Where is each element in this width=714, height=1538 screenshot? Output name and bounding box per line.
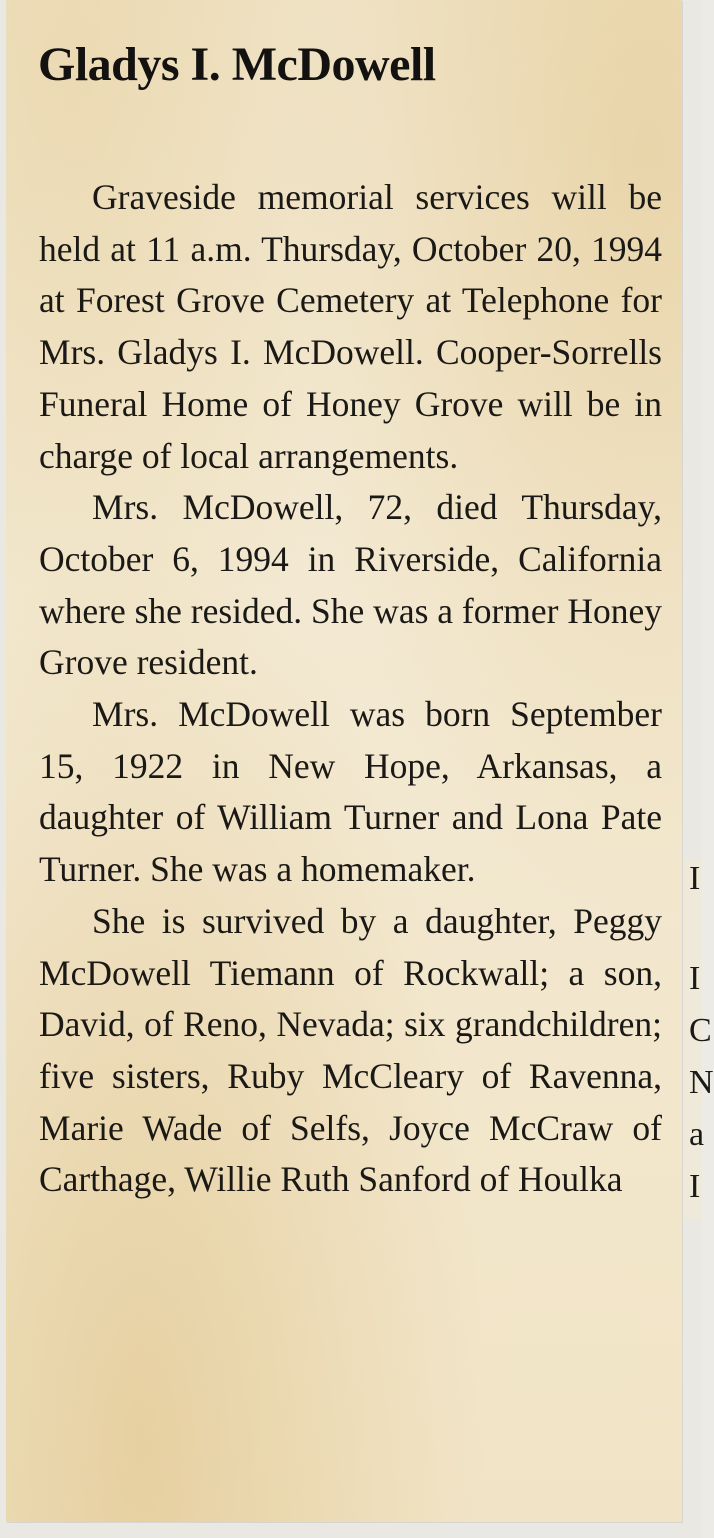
newspaper-clipping (6, 0, 682, 1522)
adjacent-column-letter: I (689, 860, 701, 897)
obituary-paragraph-survivors: She is survived by a daughter, Peggy McDowell Tiemann of Rockwall; a son, David, of Reno, Nevada; six grandchildren; five sisters, Ruby McCleary of Ravenna, Marie Wade of Selfs, Joyce McCraw of Carthage, Willie Ruth Sanford of Houlka (39, 900, 662, 1200)
adjacent-column-letter: I (689, 1168, 701, 1205)
adjacent-column-fragment (683, 860, 714, 1220)
obituary-headline: Gladys I. McDowell (38, 38, 436, 91)
adjacent-column-letter: N (689, 1064, 714, 1101)
obituary-paragraph-services: Graveside memorial services will be held at 11 a.m. Thursday, October 20, 1994 at Forest Grove Cemetery at Telephone for Mrs. Gladys I. McDowell. Cooper-Sorrells Funeral Home of Honey Grove will be in charge of local arrangements. (39, 177, 662, 476)
obituary-paragraph-birth: Mrs. McDowell was born September 15, 1922 in New Hope, Arkansas, a daughter of William Turner and Lona Pate Turner. She was a homemaker. (39, 694, 662, 890)
obituary-paragraph-death: Mrs. McDowell, 72, died Thursday, October 6, 1994 in Riverside, California where she resided. She was a former Honey Grove resident. (39, 487, 663, 683)
adjacent-column-letter: C (689, 1012, 712, 1049)
adjacent-column-letter: I (689, 960, 701, 997)
adjacent-column-letter: a (689, 1116, 705, 1153)
obituary-body (39, 172, 662, 1206)
